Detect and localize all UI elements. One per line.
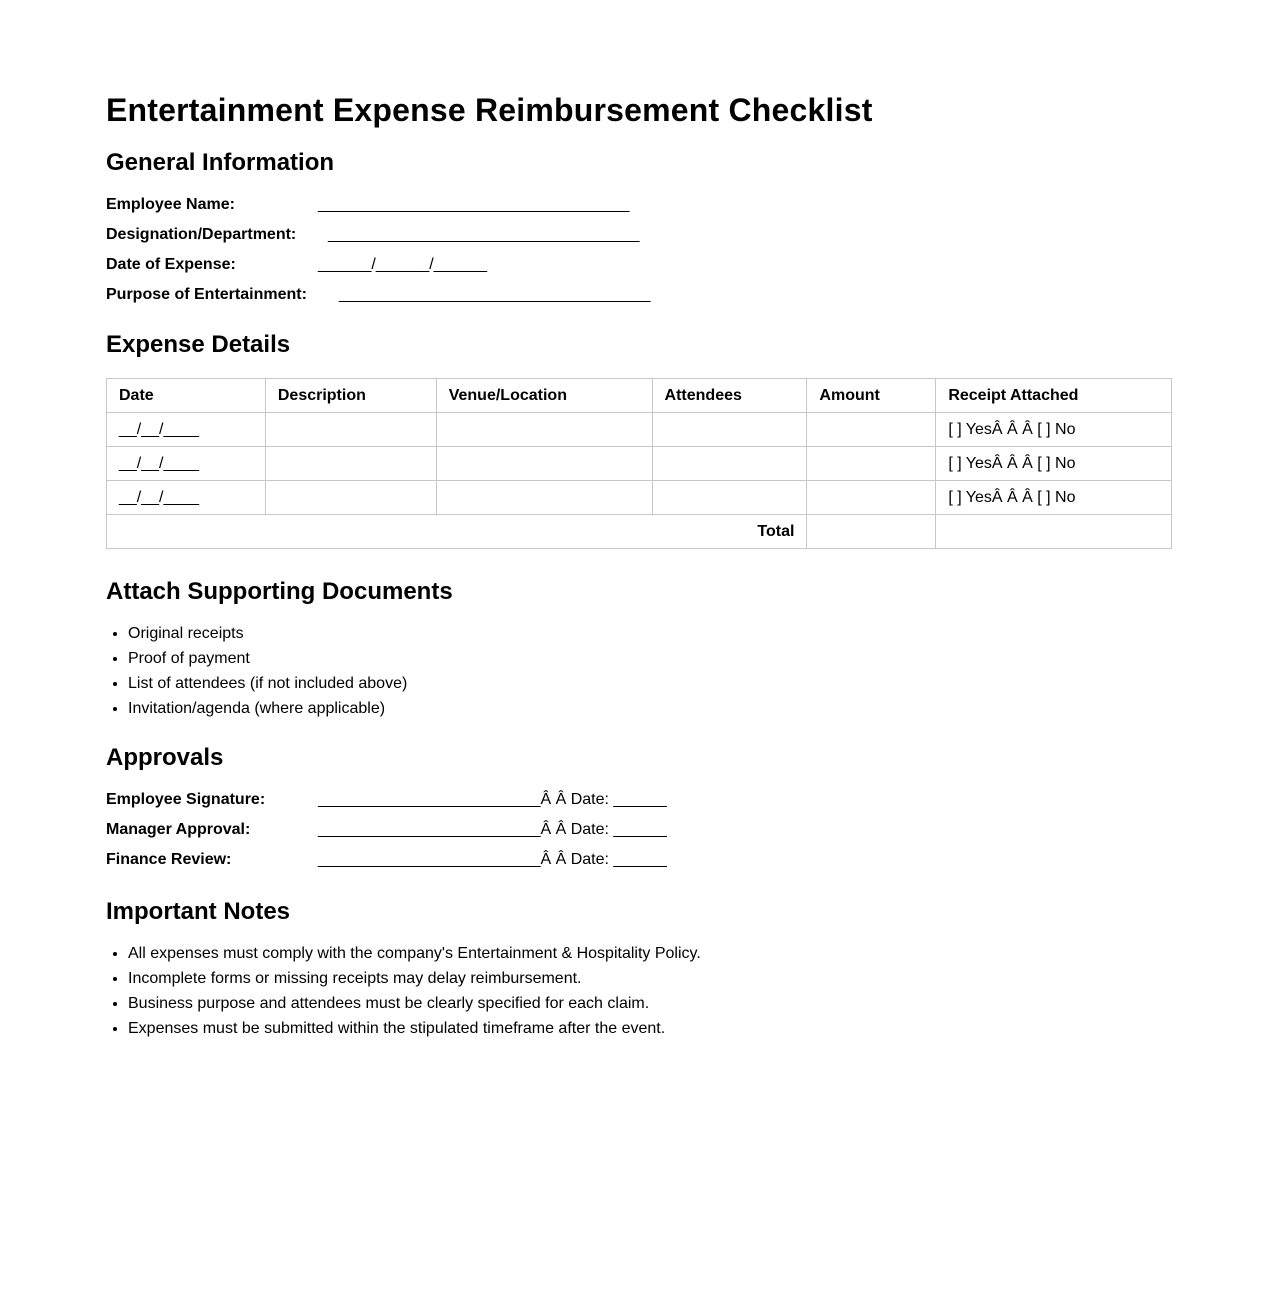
col-header-date: Date — [107, 379, 266, 413]
cell-date[interactable]: __/__/____ — [107, 413, 266, 447]
list-item: • Expenses must be submitted within the stipulated timeframe after the event. — [128, 1016, 1172, 1041]
purpose-label: Purpose of Entertainment: — [106, 286, 307, 303]
list-item: • All expenses must comply with the company's Entertainment & Hospitality Policy. — [128, 941, 1172, 966]
col-header-attendees: Attendees — [652, 379, 807, 413]
cell-amount[interactable] — [807, 447, 936, 481]
approvals-heading: Approvals — [106, 744, 224, 771]
cell-description[interactable] — [265, 481, 436, 515]
col-header-amount: Amount — [807, 379, 936, 413]
employee-name-row — [106, 190, 1172, 220]
employee-name-label: Employee Name: — [106, 196, 235, 213]
cell-receipt[interactable]: [ ] YesÂ Â Â [ ] No — [936, 481, 1172, 515]
purpose-field[interactable]: ___________________________________ — [339, 286, 651, 303]
total-row — [107, 515, 1172, 549]
list-item: • Business purpose and attendees must be clearly specified for each claim. — [128, 991, 1172, 1016]
col-header-venue: Venue/Location — [436, 379, 652, 413]
list-item: • Invitation/agenda (where applicable) — [128, 696, 1172, 721]
date-of-expense-field[interactable]: ______/______/______ — [318, 256, 488, 273]
page-title: Entertainment Expense Reimbursement Checklist — [106, 92, 873, 128]
attach-documents-heading: Attach Supporting Documents — [106, 578, 453, 605]
date-of-expense-row — [106, 250, 1172, 280]
purpose-row — [106, 280, 1172, 310]
table-row — [107, 413, 1172, 447]
cell-attendees[interactable] — [652, 447, 807, 481]
table-row — [107, 481, 1172, 515]
finance-review-field[interactable]: _________________________Â Â Date: ______ — [318, 851, 667, 868]
cell-description[interactable] — [265, 413, 436, 447]
cell-receipt[interactable]: [ ] YesÂ Â Â [ ] No — [936, 413, 1172, 447]
total-label: Total — [107, 515, 807, 549]
finance-review-row — [106, 845, 1172, 875]
manager-approval-label: Manager Approval: — [106, 821, 251, 838]
col-header-receipt: Receipt Attached — [936, 379, 1172, 413]
cell-receipt[interactable]: [ ] YesÂ Â Â [ ] No — [936, 447, 1172, 481]
general-info-heading: General Information — [106, 149, 335, 176]
approvals-fields — [106, 785, 1172, 875]
date-of-expense-label: Date of Expense: — [106, 256, 236, 273]
table-row — [107, 447, 1172, 481]
expense-details-heading: Expense Details — [106, 331, 291, 358]
cell-description[interactable] — [265, 447, 436, 481]
attach-documents-list — [106, 621, 1172, 721]
cell-amount[interactable] — [807, 413, 936, 447]
list-item: • Proof of payment — [128, 646, 1172, 671]
cell-venue[interactable] — [436, 413, 652, 447]
manager-approval-row — [106, 815, 1172, 845]
cell-date[interactable]: __/__/____ — [107, 481, 266, 515]
employee-name-field[interactable]: ___________________________________ — [318, 196, 630, 213]
employee-signature-row — [106, 785, 1172, 815]
employee-signature-field[interactable]: _________________________Â Â Date: ______ — [318, 791, 667, 808]
total-receipt-cell — [936, 515, 1172, 549]
cell-amount[interactable] — [807, 481, 936, 515]
designation-row — [106, 220, 1172, 250]
total-amount-cell[interactable] — [807, 515, 936, 549]
important-notes-heading: Important Notes — [106, 898, 291, 925]
cell-venue[interactable] — [436, 481, 652, 515]
important-notes-list — [106, 941, 1172, 1041]
cell-date[interactable]: __/__/____ — [107, 447, 266, 481]
cell-attendees[interactable] — [652, 413, 807, 447]
list-item: • Original receipts — [128, 621, 1172, 646]
col-header-description: Description — [265, 379, 436, 413]
cell-venue[interactable] — [436, 447, 652, 481]
designation-label: Designation/Department: — [106, 226, 297, 243]
table-header-row — [107, 379, 1172, 413]
employee-signature-label: Employee Signature: — [106, 791, 266, 808]
cell-attendees[interactable] — [652, 481, 807, 515]
designation-field[interactable]: ___________________________________ — [328, 226, 640, 243]
general-info-fields — [106, 190, 1172, 310]
list-item: • Incomplete forms or missing receipts may delay reimbursement. — [128, 966, 1172, 991]
manager-approval-field[interactable]: _________________________Â Â Date: ______ — [318, 821, 667, 838]
expense-table — [106, 378, 1172, 549]
finance-review-label: Finance Review: — [106, 851, 232, 868]
list-item: • List of attendees (if not included above) — [128, 671, 1172, 696]
